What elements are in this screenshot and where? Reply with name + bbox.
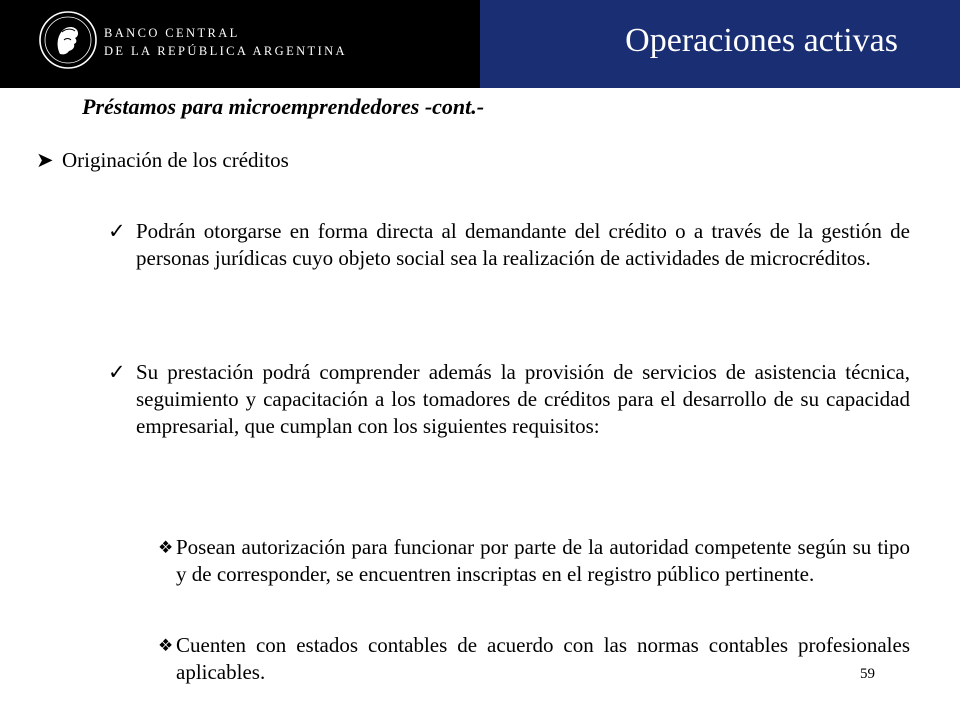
requirement-text: Cuenten con estados contables de acuerdo con las normas contables profesionales aplicables. [176, 633, 910, 684]
checkmark-icon: ✓ [108, 219, 126, 243]
bank-name-line2: DE LA REPÚBLICA ARGENTINA [104, 44, 347, 58]
diamond-bullet-icon: ❖ [158, 636, 174, 655]
header-logo-area [0, 0, 480, 88]
check-point-1 [108, 218, 910, 272]
check-point-text: Podrán otorgarse en forma directa al demandante del crédito o a través de la gestión de personas jurídicas cuyo objeto social sea la realización de actividades de microcréditos. [136, 219, 910, 270]
central-bank-seal-icon [38, 10, 98, 70]
requirement-1 [158, 534, 910, 588]
section-heading-text: Originación de los créditos [62, 148, 289, 172]
checkmark-icon: ✓ [108, 360, 126, 384]
check-point-text: Su prestación podrá comprender además la provisión de servicios de asistencia técnica, seguimiento y capacitación a los tomadores de créditos para el desarrollo de su capacidad empresarial, que cumplan con los siguientes requisitos: [136, 360, 910, 438]
header-title-bar [480, 0, 960, 88]
arrow-bullet-icon: ➤ [36, 148, 54, 172]
page-number: 59 [860, 666, 875, 682]
slide-title: Operaciones activas [625, 22, 898, 59]
diamond-bullet-icon: ❖ [158, 538, 174, 557]
bank-name-line1: BANCO CENTRAL [104, 26, 240, 40]
slide-subtitle: Préstamos para microemprendedores -cont.- [82, 94, 485, 119]
requirement-2 [158, 632, 910, 686]
bank-name [104, 24, 347, 60]
requirement-text: Posean autorización para funcionar por parte de la autoridad competente según su tipo y de corresponder, se encuentren inscriptas en el registro público pertinente. [176, 535, 910, 586]
check-point-2 [108, 359, 910, 440]
section-heading [36, 148, 289, 173]
